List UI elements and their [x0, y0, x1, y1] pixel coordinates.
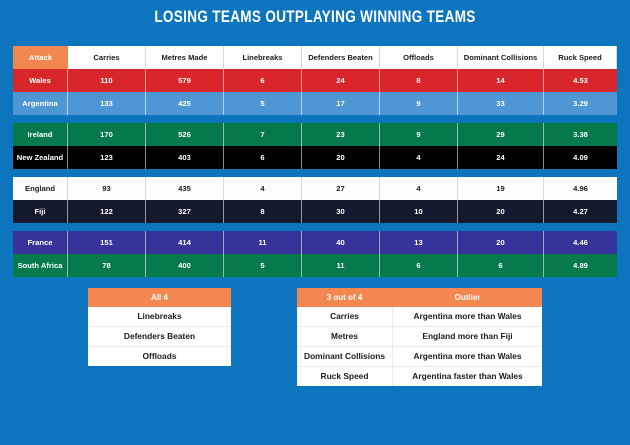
outlier-metric: Metres [297, 327, 393, 347]
cell-offloads: 9 [380, 123, 458, 146]
cell-offloads: 9 [380, 92, 458, 115]
list-item [88, 347, 231, 366]
table-row [297, 307, 542, 327]
cell-carries: 133 [68, 92, 146, 115]
outlier-metric: Dominant Collisions [297, 347, 393, 367]
table-row [13, 69, 617, 92]
column-header-offloads: Offloads [380, 46, 458, 69]
cell-offloads: 8 [380, 69, 458, 92]
cell-defenders-beaten: 20 [302, 146, 380, 169]
column-header-ruck-speed: Ruck Speed [544, 46, 617, 69]
team-name: France [13, 231, 68, 254]
cell-carries: 122 [68, 200, 146, 223]
cell-dominant-collisions: 29 [458, 123, 544, 146]
outlier-metric: Carries [297, 307, 393, 327]
cell-ruck-speed: 4.27 [544, 200, 617, 223]
cell-dominant-collisions: 6 [458, 254, 544, 277]
cell-defenders-beaten: 30 [302, 200, 380, 223]
table-row [13, 254, 617, 277]
all-four-item-linebreaks: Linebreaks [88, 307, 231, 327]
table-row [13, 177, 617, 200]
cell-dominant-collisions: 19 [458, 177, 544, 200]
cell-linebreaks: 5 [224, 254, 302, 277]
list-item [88, 307, 231, 327]
page-title: LOSING TEAMS OUTPLAYING WINNING TEAMS [154, 8, 476, 26]
cell-ruck-speed: 4.53 [544, 69, 617, 92]
table-row [297, 367, 542, 386]
table-row [13, 92, 617, 115]
outlier-description: Argentina more than Wales [393, 347, 542, 367]
cell-dominant-collisions: 20 [458, 200, 544, 223]
cell-ruck-speed: 4.89 [544, 254, 617, 277]
all-four-header-row [88, 288, 231, 307]
all-four-item-defenders-beaten: Defenders Beaten [88, 327, 231, 347]
table-row [13, 231, 617, 254]
column-header-dominant-collisions: Dominant Collisions [458, 46, 544, 69]
cell-offloads: 4 [380, 146, 458, 169]
list-item [88, 327, 231, 347]
cell-defenders-beaten: 11 [302, 254, 380, 277]
cell-linebreaks: 11 [224, 231, 302, 254]
column-header-attack: Attack [13, 46, 68, 69]
cell-dominant-collisions: 14 [458, 69, 544, 92]
team-name: Wales [13, 69, 68, 92]
team-name: New Zealand [13, 146, 68, 169]
outlier-description: England more than Fiji [393, 327, 542, 347]
column-header-metres-made: Metres Made [146, 46, 224, 69]
cell-defenders-beaten: 23 [302, 123, 380, 146]
cell-defenders-beaten: 27 [302, 177, 380, 200]
table-row [13, 123, 617, 146]
cell-metres: 400 [146, 254, 224, 277]
column-header-defenders-beaten: Defenders Beaten [302, 46, 380, 69]
outlier-header-outlier: Outlier [393, 288, 542, 307]
cell-offloads: 10 [380, 200, 458, 223]
cell-ruck-speed: 4.46 [544, 231, 617, 254]
outlier-description: Argentina faster than Wales [393, 367, 542, 386]
cell-linebreaks: 5 [224, 92, 302, 115]
team-name: South Africa [13, 254, 68, 277]
cell-carries: 123 [68, 146, 146, 169]
cell-carries: 170 [68, 123, 146, 146]
outlier-metric: Ruck Speed [297, 367, 393, 386]
cell-metres: 327 [146, 200, 224, 223]
cell-linebreaks: 4 [224, 177, 302, 200]
cell-metres: 403 [146, 146, 224, 169]
cell-dominant-collisions: 20 [458, 231, 544, 254]
cell-offloads: 4 [380, 177, 458, 200]
team-name: Argentina [13, 92, 68, 115]
column-header-carries: Carries [68, 46, 146, 69]
row-group-spacer [13, 223, 617, 231]
team-name: Fiji [13, 200, 68, 223]
cell-carries: 93 [68, 177, 146, 200]
cell-linebreaks: 8 [224, 200, 302, 223]
cell-offloads: 13 [380, 231, 458, 254]
cell-metres: 526 [146, 123, 224, 146]
cell-metres: 579 [146, 69, 224, 92]
table-row [13, 200, 617, 223]
table-row [297, 327, 542, 347]
all-four-panel [88, 288, 231, 366]
table-row [13, 146, 617, 169]
cell-defenders-beaten: 40 [302, 231, 380, 254]
cell-ruck-speed: 4.96 [544, 177, 617, 200]
cell-carries: 110 [68, 69, 146, 92]
cell-metres: 435 [146, 177, 224, 200]
cell-carries: 151 [68, 231, 146, 254]
cell-metres: 425 [146, 92, 224, 115]
table-row [297, 347, 542, 367]
outlier-header-row [297, 288, 542, 307]
cell-dominant-collisions: 24 [458, 146, 544, 169]
cell-dominant-collisions: 33 [458, 92, 544, 115]
outlier-description: Argentina more than Wales [393, 307, 542, 327]
cell-offloads: 6 [380, 254, 458, 277]
cell-carries: 78 [68, 254, 146, 277]
column-header-linebreaks: Linebreaks [224, 46, 302, 69]
all-four-header: All 4 [88, 288, 231, 307]
outlier-header-metric: 3 out of 4 [297, 288, 393, 307]
cell-ruck-speed: 3.38 [544, 123, 617, 146]
row-group-spacer [13, 115, 617, 123]
cell-ruck-speed: 3.29 [544, 92, 617, 115]
team-name: England [13, 177, 68, 200]
team-name: Ireland [13, 123, 68, 146]
cell-ruck-speed: 4.09 [544, 146, 617, 169]
cell-linebreaks: 6 [224, 146, 302, 169]
cell-metres: 414 [146, 231, 224, 254]
cell-defenders-beaten: 17 [302, 92, 380, 115]
outlier-panel [297, 288, 542, 386]
stats-table [13, 46, 617, 277]
all-four-item-offloads: Offloads [88, 347, 231, 366]
cell-linebreaks: 7 [224, 123, 302, 146]
cell-linebreaks: 6 [224, 69, 302, 92]
row-group-spacer [13, 169, 617, 177]
table-header-row [13, 46, 617, 69]
cell-defenders-beaten: 24 [302, 69, 380, 92]
